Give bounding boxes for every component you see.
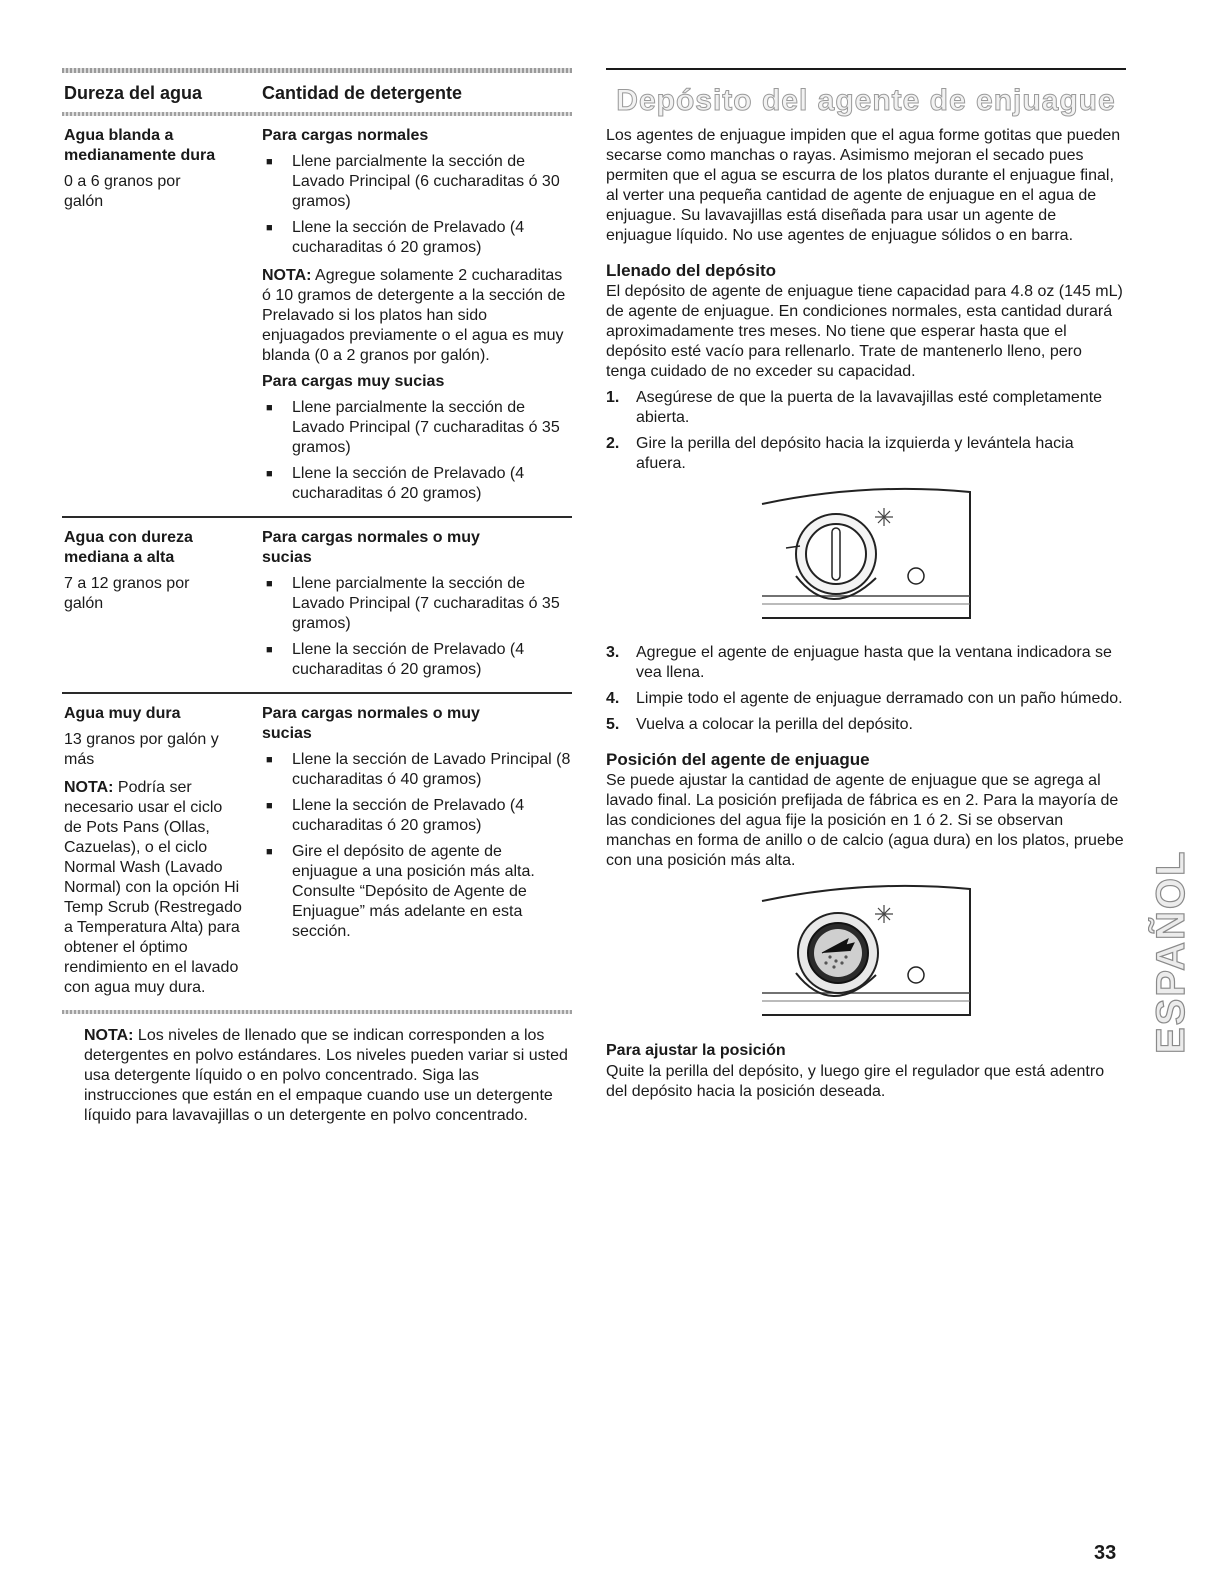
list-item: ■ Llene la sección de Prelavado (4 cucharaditas ó 20 gramos) — [262, 218, 572, 258]
bullet-icon: ■ — [266, 800, 273, 812]
bullet-icon: ■ — [266, 754, 273, 766]
load-heading: Para cargas normales o muy sucias — [262, 705, 480, 742]
amount-cell — [262, 126, 572, 504]
adjust-paragraph: Quite la perilla del depósito, y luego gire el regulador que está adentro del depósito hacia la posición deseada. — [606, 1063, 1105, 1100]
dispenser-knob-icon — [756, 486, 976, 626]
section-top-rule — [606, 68, 1126, 70]
dispenser-illustration-regulator — [756, 883, 1126, 1028]
list-item: ■ Llene la sección de Prelavado (4 cucharaditas ó 20 gramos) — [262, 640, 572, 680]
section-title: Depósito del agente de enjuague — [616, 84, 1116, 117]
amount-cell — [262, 704, 572, 998]
hardness-label: Agua muy dura — [64, 705, 181, 722]
adjust-heading: Para ajustar la posición — [606, 1042, 786, 1059]
hardness-range: 13 granos por galón y más — [64, 731, 219, 768]
list-item: 2. Gire la perilla del depósito hacia la izquierda y levántela hacia afuera. — [606, 435, 1074, 472]
amount-cell — [262, 528, 572, 680]
intro-paragraph: Los agentes de enjuague impiden que el agua forme gotitas que pueden secarse como manchas o rayas. Asimismo mejoran el secado pues permiten que el agua se escurra de los platos durante el enjuague final, al verter una pequeña cantidad de agente de enjuague en el agua de enjuague. Su lavavajillas está diseñada para usar un agente de enjuague líquido. No use agentes de enjuague sólidos o en barra. — [606, 127, 1121, 244]
bullet-icon: ■ — [266, 156, 273, 168]
list-item: 3. Agregue el agente de enjuague hasta que la ventana indicadora se vea llena. — [606, 644, 1112, 681]
hardness-cell — [64, 126, 262, 504]
language-tab-label: ESPAÑOL — [1149, 849, 1193, 1054]
hardness-label: Agua blanda a medianamente dura — [64, 127, 216, 164]
header-amount: Cantidad de detergente — [262, 83, 463, 103]
hardness-cell — [64, 704, 262, 998]
header-hardness: Dureza del agua — [64, 83, 203, 103]
fill-paragraph: El depósito de agente de enjuague tiene capacidad para 4.8 oz (145 mL) de agente de enjuague. En condiciones normales, esta cantidad durará aproximadamente tres meses. No tiene que esperar hasta que el depósito esté vacío para rellenarlo. Trate de mantenerlo lleno, pero tenga cuidado de no exceder su capacidad. — [606, 283, 1123, 380]
bullet-icon: ■ — [266, 468, 273, 480]
bullet-icon: ■ — [266, 402, 273, 414]
list-item: 4. Limpie todo el agente de enjuague derramado con un paño húmedo. — [606, 690, 1123, 707]
bullet-icon: ■ — [266, 222, 273, 234]
load-heading: Para cargas normales — [262, 127, 429, 144]
language-tab — [1148, 806, 1196, 1056]
page-number: 33 — [1094, 1542, 1117, 1564]
hardness-note: NOTA: Podría ser necesario usar el ciclo de Pots Pans (Ollas, Cazuelas), o el ciclo Normal Wash (Lavado Normal) con la opción Hi Temp Scrub (Restregado a Temperatura Alta) para obtener el óptimo rendimiento en el lavado con agua muy dura. — [64, 779, 242, 996]
list-item: ■ Llene la sección de Prelavado (4 cucharaditas ó 20 gramos) — [262, 464, 572, 504]
list-item: ■ Llene parcialmente la sección de Lavado Principal (7 cucharaditas ó 35 gramos) — [262, 574, 572, 634]
hardness-range: 7 a 12 granos por galón — [64, 575, 190, 612]
hardness-label: Agua con dureza mediana a alta — [64, 529, 193, 566]
list-item: 1. Asegúrese de que la puerta de la lavavajillas esté completamente abierta. — [606, 389, 1103, 426]
table-row — [62, 694, 572, 1006]
list-item: 5. Vuelva a colocar la perilla del depósito. — [606, 716, 913, 733]
list-item: ■ Llene la sección de Prelavado (4 cucharaditas ó 20 gramos) — [262, 796, 572, 836]
table-row — [62, 518, 572, 694]
list-item: ■ Llene la sección de Lavado Principal (8 cucharaditas ó 40 gramos) — [262, 750, 572, 790]
bullet-icon: ■ — [266, 846, 273, 858]
table-header — [62, 73, 572, 112]
hardness-cell — [64, 528, 262, 680]
bullet-icon: ■ — [266, 578, 273, 590]
rinse-aid-section — [606, 68, 1126, 1102]
hardness-range: 0 a 6 granos por galón — [64, 173, 181, 210]
table-row — [62, 116, 572, 518]
list-item: ■ Llene parcialmente la sección de Lavado Principal (7 cucharaditas ó 35 gramos) — [262, 398, 572, 458]
list-item: ■ Llene parcialmente la sección de Lavado Principal (6 cucharaditas ó 30 gramos) — [262, 152, 572, 212]
detergent-table — [62, 68, 572, 1126]
list-item: ■ Gire el depósito de agente de enjuague a una posición más alta. Consulte “Depósito de Agente de Enjuague” más adelante en esta sección. — [262, 842, 572, 942]
footer-note: NOTA: Los niveles de llenado que se indican corresponden a los detergentes en polvo estándares. Los niveles pueden variar si usted usa detergente líquido o en polvo concentrado. Siga las instrucciones que están en el empaque cuando use un detergente líquido para lavavajillas o un detergente en polvo concentrado. — [84, 1027, 568, 1124]
position-heading: Posición del agente de enjuague — [606, 750, 870, 769]
load-heading: Para cargas muy sucias — [262, 373, 445, 390]
table-note: NOTA: Agregue solamente 2 cucharaditas ó 10 gramos de detergente a la sección de Prelavado si los platos han sido enjuagados previamente o el agua es muy blanda (0 a 2 granos por galón). — [262, 267, 566, 364]
fill-heading: Llenado del depósito — [606, 261, 777, 280]
position-paragraph: Se puede ajustar la cantidad de agente de enjuague que se agrega al lavado final. La posición prefijada de fábrica es en 2. Para la mayoría de las condiciones del agua fije la posición en 1 ó 2. Si se observan manchas en forma de anillo o de calcio (agua dura) en los platos, pruebe con una posición más alta. — [606, 772, 1124, 869]
load-heading: Para cargas normales o muy sucias — [262, 529, 480, 566]
dispenser-illustration-open — [756, 486, 1126, 631]
regulator-dial-icon — [756, 883, 976, 1023]
bullet-icon: ■ — [266, 644, 273, 656]
